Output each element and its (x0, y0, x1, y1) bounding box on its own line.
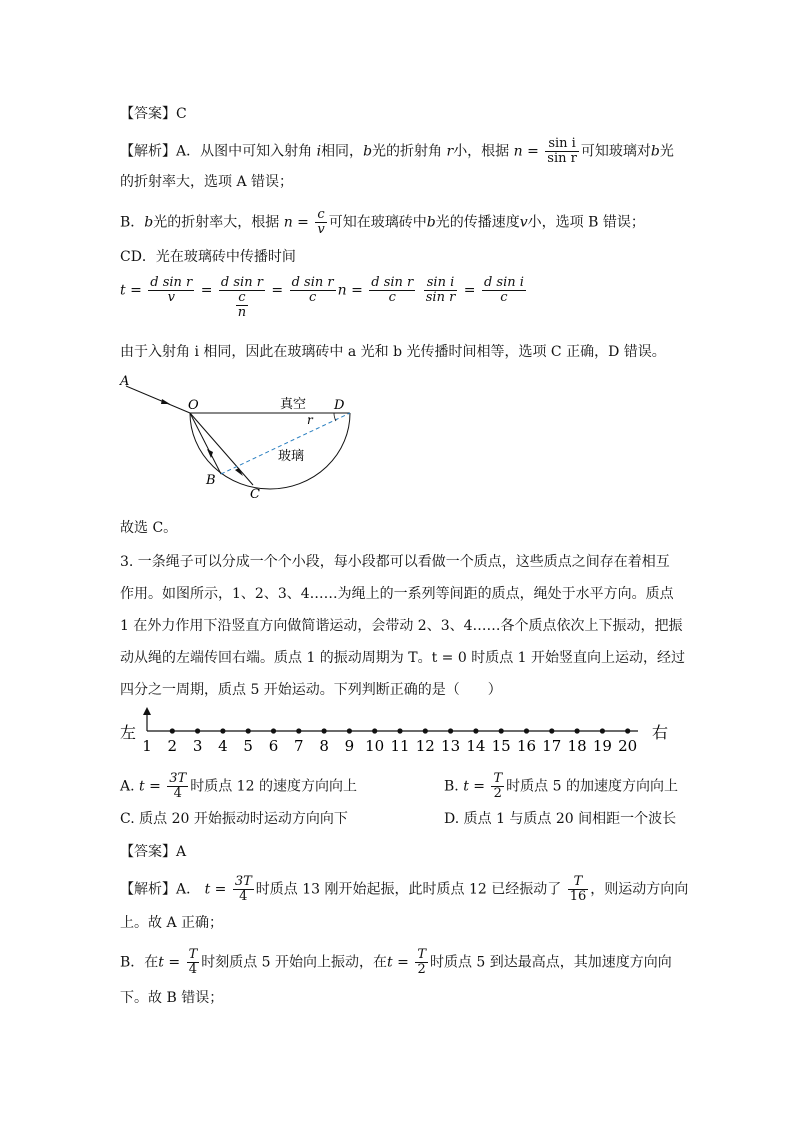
rope-point-dot (170, 728, 175, 733)
rope-point-dot (347, 728, 352, 733)
rope-point-dot (448, 728, 453, 733)
rope-point-dot (246, 728, 251, 733)
rope-point-label: 3 (192, 737, 203, 755)
analysis-a-line2: 的折射率大，选项 A 错误； (120, 174, 294, 190)
rope-point-label: 2 (167, 737, 178, 755)
analysis3-b-line: B．在t = $\frac{T}{4}$ 时刻质点 5 开始向上振动，在t = $\frac{T}{2}$ 时质点 5 到达最高点，其加速度方向向 (120, 947, 672, 977)
label-r: r (307, 413, 313, 427)
arrow-icon (161, 399, 170, 404)
rope-point-label: 17 (542, 737, 562, 755)
rope-point-dot (625, 728, 630, 733)
rope-point-dot (220, 728, 225, 733)
refraction-diagram (118, 372, 358, 504)
rope-point-label: 7 (294, 737, 304, 755)
final-choice: 故选 C。 (120, 520, 178, 536)
q3-line1: 3. 一条绳子可以分成一个个小段，每小段都可以看做一个质点，这些质点之间存在着相互 (120, 554, 670, 570)
rope-point-label: 9 (344, 737, 355, 755)
rope-point-dot (195, 728, 200, 733)
q3-line2: 作用。如图所示，1、2、3、4……为绳上的一系列等间距的质点，绳处于水平方向。质点 (120, 586, 674, 602)
answer3-label: 【答案】A (120, 844, 187, 860)
analysis3-b-line2: 下。故 B 错误； (120, 990, 224, 1006)
rope-point-label: 14 (466, 737, 486, 755)
rope-point-label: 11 (390, 737, 410, 755)
label-left: 左 (120, 723, 137, 742)
angle-arc (334, 413, 336, 421)
rope-point-dot (600, 728, 605, 733)
answer-label: 【答案】C (120, 106, 187, 122)
rope-point-dot (499, 728, 504, 733)
rope-point-label: 10 (365, 737, 385, 755)
analysis3-a-line: 【解析】A． t = $\frac{3T}{4}$ 时质点 13 刚开始起振，此时质点 12 已经振动了 $\frac{T}{16}$ ，则运动方向向 (120, 874, 689, 904)
rope-point-label: 12 (415, 737, 435, 755)
option-d[interactable]: D. 质点 1 与质点 20 间相距一个波长 (444, 811, 677, 827)
label-C: C (250, 487, 260, 502)
c-over-v-fraction: $\frac{c}{v}$ (317, 207, 325, 237)
rope-point-dot (271, 728, 276, 733)
rope-point-dot (524, 728, 529, 733)
analysis3-a-line2: 上。故 A 正确； (120, 915, 224, 931)
rope-point-dot (473, 728, 478, 733)
analysis-a-line: 【解析】A．从图中可知入射角 i相同，b光的折射角 r小，根据 n = $\frac{\text{sin i}}{\text{sin r}}$ 可知玻璃对b光 (120, 136, 674, 166)
sini-over-sinr-fraction: $\frac{\text{sin i}}{\text{sin r}}$ (547, 136, 577, 166)
q3-line4: 动从绳的左端传回右端。质点 1 的振动周期为 T。t = 0 时质点 1 开始竖直向上运动，经过 (120, 650, 686, 666)
time-equation: t = $\frac{\text{d sin r}}{v}$ = $\frac{\text{d sin r}}{\frac{c}{n}}$ = $\frac{\text{d sin r}}{c}$ n = $\frac{\text{d sin r}}{c}$ $\frac{\text{sin i}}{\text{sin r}}$ = $\frac{\text{d sin i}}{c}$ (120, 275, 524, 320)
rope-point-dot (575, 728, 580, 733)
rope-point-dot (423, 728, 428, 733)
label-A: A (120, 374, 130, 389)
rope-point-label: 15 (491, 737, 511, 755)
up-arrow-icon (143, 707, 151, 715)
rope-point-dot (397, 728, 402, 733)
analysis-b-line: B．b光的折射率大，根据 n = $\frac{c}{v}$ 可知在玻璃砖中b光的传播速度v小，选项 B 错误； (120, 207, 645, 237)
label-vacuum: 真空 (280, 397, 307, 412)
rope-point-label: 1 (142, 737, 152, 755)
rope-point-label: 4 (218, 737, 228, 755)
rope-point-dot (322, 728, 327, 733)
option-a[interactable]: A. t = $\frac{3T}{4}$ 时质点 12 的速度方向向上 (120, 771, 357, 801)
rope-point-label: 5 (243, 737, 253, 755)
rope-point-dot (549, 728, 554, 733)
rope-point-dot (372, 728, 377, 733)
rope-point-label: 8 (319, 737, 329, 755)
rope-point-dot (296, 728, 301, 733)
rope-point-label: 16 (516, 737, 537, 755)
label-O: O (188, 398, 199, 413)
rope-point-label: 20 (618, 737, 638, 755)
q3-line3: 1 在外力作用下沿竖直方向做简谐运动，会带动 2、3、4……各个质点依次上下振动，把振 (120, 618, 683, 634)
dashed-line-bd (221, 413, 350, 474)
rope-diagram (118, 705, 678, 755)
option-b[interactable]: B. t = $\frac{T}{2}$ 时质点 5 的加速度方向向上 (444, 771, 678, 801)
label-B: B (206, 473, 216, 488)
incident-ray (126, 386, 190, 413)
rope-point-label: 19 (592, 737, 612, 755)
label-D: D (334, 398, 345, 413)
rope-point-label: 13 (441, 737, 461, 755)
rope-point-label: 18 (567, 737, 587, 755)
analysis-cd-line: CD．光在玻璃砖中传播时间 (120, 249, 296, 265)
option-c[interactable]: C. 质点 20 开始振动时运动方向向下 (120, 811, 348, 827)
label-right: 右 (652, 723, 669, 742)
q3-line5: 四分之一周期，质点 5 开始运动。下列判断正确的是（ ） (120, 682, 502, 698)
rope-point-label: 6 (268, 737, 279, 755)
analysis-conclusion: 由于入射角 i 相同，因此在玻璃砖中 a 光和 b 光传播时间相等，选项 C 正确，D 错误。 (120, 344, 666, 360)
label-glass: 玻璃 (278, 449, 305, 464)
